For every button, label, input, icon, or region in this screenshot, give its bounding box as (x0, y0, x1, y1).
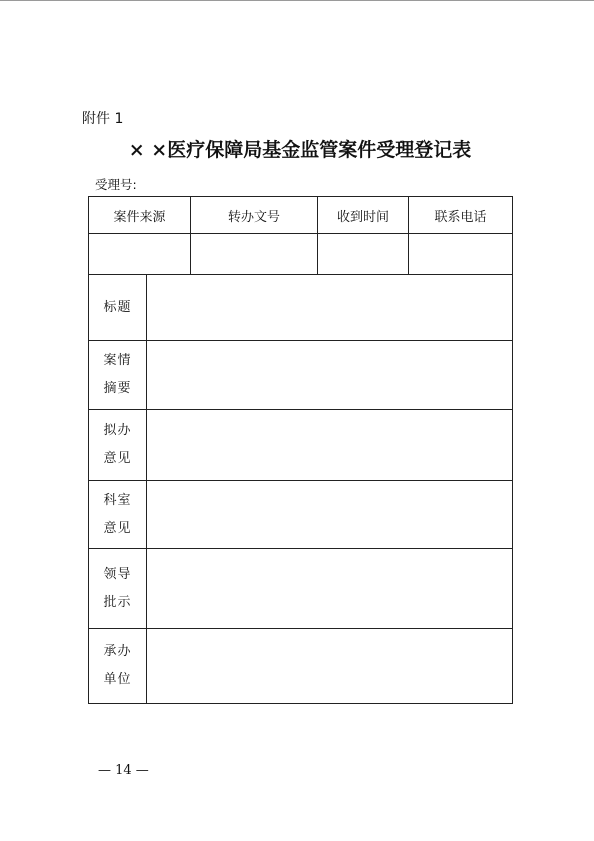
header-value-row (89, 234, 513, 275)
row-label-handling-unit: 承办 单位 (89, 629, 147, 704)
header-contact-phone: 联系电话 (409, 197, 513, 234)
document-title: × ×医疗保障局基金监管案件受理登记表 (128, 139, 472, 161)
transfer-doc-no-field[interactable] (191, 234, 318, 275)
case-source-field[interactable] (89, 234, 191, 275)
row-label-proposed-opinion: 拟办 意见 (89, 410, 147, 481)
row-label-title: 标题 (89, 275, 147, 341)
leader-instruction-field[interactable] (147, 549, 513, 629)
section-opinion-field[interactable] (147, 481, 513, 549)
header-case-source: 案件来源 (89, 197, 191, 234)
header-transfer-doc-no: 转办文号 (191, 197, 318, 234)
header-received-time: 收到时间 (318, 197, 409, 234)
form-row-title (89, 275, 513, 341)
top-rule (0, 0, 594, 1)
proposed-opinion-field[interactable] (147, 410, 513, 481)
form-row-proposed-opinion (89, 410, 513, 481)
row-label-leader-instruction: 领导 批示 (89, 549, 147, 629)
page-number: — 14 — (98, 763, 149, 778)
accept-number-label: 受理号: (95, 177, 137, 192)
row-label-summary: 案情 摘要 (89, 341, 147, 410)
header-row (89, 197, 513, 234)
handling-unit-field[interactable] (147, 629, 513, 704)
received-time-field[interactable] (318, 234, 409, 275)
summary-field[interactable] (147, 341, 513, 410)
form-row-section-opinion (89, 481, 513, 549)
form-row-leader-instruction (89, 549, 513, 629)
form-row-handling-unit (89, 629, 513, 704)
registration-form-table (88, 196, 513, 704)
row-label-section-opinion: 科室 意见 (89, 481, 147, 549)
title-field[interactable] (147, 275, 513, 341)
attachment-label: 附件 1 (82, 111, 124, 127)
contact-phone-field[interactable] (409, 234, 513, 275)
form-row-summary (89, 341, 513, 410)
